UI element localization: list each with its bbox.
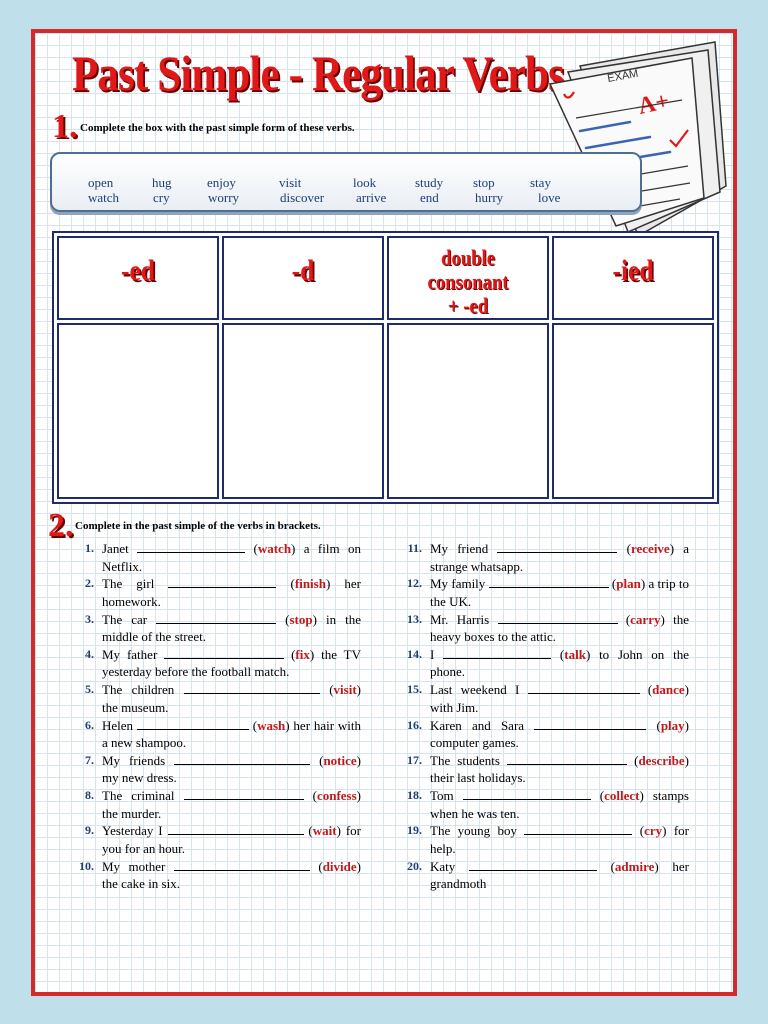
exercise-item: My family (plan) a trip to the UK. — [430, 576, 690, 609]
verb-word: worry — [208, 190, 240, 205]
exercise-rest: a trip to the UK. — [430, 576, 690, 609]
exercise-item: The children (visit) the museum. — [102, 682, 361, 715]
exercise-rest: a film on Netflix. — [102, 541, 361, 574]
exercise-item: The criminal (confess) the murder. — [102, 788, 362, 821]
exam-label: EXAM — [606, 67, 640, 85]
base-verb: describe — [638, 752, 685, 768]
exercise-rest: my new dress. — [102, 770, 177, 786]
exercise-number: 1. — [85, 541, 94, 555]
answer-cell-ed[interactable] — [57, 323, 219, 499]
answer-blank[interactable] — [443, 647, 551, 659]
header-d: -d — [291, 254, 315, 287]
verb-word: stop — [473, 175, 495, 190]
exercise-number: 3. — [85, 611, 94, 626]
answer-cell-ied[interactable] — [552, 323, 714, 499]
exercise-rest: her hair with a new shampoo. — [102, 717, 362, 750]
exercise-rest: a strange whatsapp. — [430, 541, 689, 574]
exercise-rest: their last holidays. — [430, 770, 526, 786]
verb-word: discover — [280, 190, 325, 205]
exercise-number: 20. — [407, 858, 422, 873]
verb-word: enjoy — [207, 175, 236, 190]
verb-word: watch — [88, 190, 120, 205]
exercise-item: Katy (admire) her grandmoth — [430, 858, 689, 892]
exercise-number: 12. — [407, 576, 422, 591]
answer-blank[interactable] — [528, 682, 640, 694]
exercise-subject: My father — [102, 646, 158, 662]
exercise-subject: Yesterday I — [102, 823, 163, 839]
base-verb: visit — [333, 682, 357, 698]
exercise-subject: Helen — [102, 717, 134, 733]
exercise-item: My father (fix) the TV yesterday before the football match. — [102, 646, 361, 680]
answer-cell-d[interactable] — [222, 323, 384, 499]
verb-word: look — [353, 175, 377, 190]
exercise-number: 5. — [85, 682, 94, 697]
header-plus-ed: + -ed — [447, 293, 489, 318]
exercise-subject: Janet — [102, 541, 129, 556]
exercise-subject: Mr. Harris — [430, 611, 490, 627]
exercise-number: 7. — [85, 752, 94, 767]
worksheet-title: Past Simple - Regular Verbs — [72, 45, 565, 101]
answer-blank[interactable] — [137, 541, 245, 553]
exercise-rest: her homework. — [102, 576, 361, 609]
endings-table — [52, 231, 719, 504]
answer-blank[interactable] — [497, 541, 617, 553]
header-cell-d — [222, 236, 384, 320]
exercise-item: Last weekend I (dance) with Jim. — [430, 682, 689, 715]
base-verb: talk — [564, 646, 586, 662]
exercise-subject: The students — [430, 752, 500, 768]
header-cell-double — [387, 236, 549, 320]
answer-blank[interactable] — [184, 682, 320, 694]
header-cell-ied — [552, 236, 714, 320]
answer-blank[interactable] — [534, 718, 646, 730]
exercise-number: 14. — [407, 646, 422, 661]
base-verb: wait — [312, 823, 337, 839]
answer-blank[interactable] — [168, 823, 304, 835]
exercise-item: The students (describe) their last holidays. — [430, 752, 689, 786]
verb-word: stay — [530, 175, 551, 190]
base-verb: stop — [289, 611, 313, 627]
answer-blank[interactable] — [168, 576, 276, 588]
verb-word: end — [420, 190, 439, 205]
base-verb: watch — [257, 541, 292, 556]
base-verb: collect — [604, 788, 640, 804]
exercise-rest: to John on the phone. — [430, 646, 689, 680]
base-verb: receive — [630, 541, 670, 556]
base-verb: wash — [257, 717, 286, 733]
answer-blank[interactable] — [174, 859, 310, 871]
header-double-consonant: double consonant — [427, 245, 509, 294]
verb-word: open — [88, 175, 114, 190]
exercise-subject: My friends — [102, 752, 166, 768]
exercise-item: Janet (watch) a film on Netflix. — [102, 541, 361, 574]
exercise-number: 8. — [85, 788, 94, 803]
exercise-subject: The children — [102, 682, 175, 698]
verb-word: hurry — [475, 190, 504, 205]
exercise-number: 17. — [407, 752, 422, 767]
exercise-item: My friends (notice) my new dress. — [102, 752, 361, 786]
header-ed: -ed — [121, 254, 155, 287]
exercise-subject: My friend — [430, 541, 489, 556]
verb-word: love — [538, 190, 561, 205]
header-cell-ed — [57, 236, 219, 320]
base-verb: notice — [323, 752, 357, 768]
exercise-item: Yesterday I (wait) for you for an hour. — [102, 823, 361, 856]
exercise-number: 13. — [407, 611, 422, 626]
base-verb: divide — [322, 858, 357, 874]
answer-blank[interactable] — [137, 718, 249, 730]
base-verb: plan — [616, 576, 641, 592]
exercise-subject: The criminal — [102, 788, 175, 804]
exercise-item: I (talk) to John on the phone. — [430, 646, 689, 680]
section-2-number: 2. — [48, 507, 74, 544]
exercise-rest: her grandmoth — [430, 858, 689, 892]
exercise-item: Helen (wash) her hair with a new shampoo. — [102, 717, 362, 750]
exercise-rest: the murder. — [102, 805, 162, 821]
exercise-rest: in the middle of the street. — [102, 611, 361, 645]
verb-word: cry — [153, 190, 170, 205]
exercise-rest: with Jim. — [430, 699, 479, 715]
answer-cell-double[interactable] — [387, 323, 549, 499]
verb-word: arrive — [356, 190, 387, 205]
exercise-item: Karen and Sara (play) computer games. — [430, 717, 689, 750]
section-2-instruction: Complete in the past simple of the verbs in brackets. — [75, 520, 321, 532]
exercise-subject: Tom — [430, 788, 454, 804]
exercise-item: The young boy (cry) for help. — [430, 823, 689, 856]
exercise-item: Tom (collect) stamps when he was ten. — [430, 788, 689, 821]
base-verb: admire — [614, 858, 655, 874]
exercise-subject: Last weekend I — [430, 682, 520, 698]
exercise-subject: My mother — [102, 858, 166, 874]
exercise-number: 11. — [407, 541, 422, 555]
exercise-subject: The girl — [102, 576, 155, 592]
exercise-number: 6. — [85, 717, 94, 732]
base-verb: dance — [652, 682, 685, 698]
verb-word: hug — [152, 175, 172, 190]
header-ied: -ied — [612, 254, 654, 287]
exercise-number: 16. — [407, 717, 422, 732]
answer-blank[interactable] — [463, 788, 591, 800]
answer-blank[interactable] — [174, 753, 310, 765]
base-verb: confess — [316, 788, 357, 804]
exercise-number: 18. — [407, 788, 422, 803]
exercise-item: The car (stop) in the middle of the street. — [102, 611, 361, 645]
exercise-rest: stamps when he was ten. — [430, 788, 689, 821]
grade-mark: A+ — [635, 87, 672, 120]
base-verb: cry — [644, 823, 663, 839]
exercise-subject: Karen and Sara — [430, 717, 525, 733]
answer-blank[interactable] — [498, 612, 618, 624]
exercise-rest: the heavy boxes to the attic. — [430, 611, 689, 645]
exercise-number: 15. — [407, 682, 422, 697]
base-verb: fix — [295, 646, 310, 662]
base-verb: finish — [294, 576, 326, 592]
answer-blank[interactable] — [469, 859, 597, 871]
exercise-rest: the cake in six. — [102, 876, 180, 892]
answer-blank[interactable] — [507, 753, 627, 765]
section-1-instruction: Complete the box with the past simple form of these verbs. — [80, 122, 355, 134]
exercise-rest: the museum. — [102, 699, 169, 715]
exercise-subject: The car — [102, 611, 148, 627]
exercise-number: 9. — [85, 823, 94, 838]
verb-word: study — [415, 175, 444, 190]
exercise-rest: the TV yesterday before the football match. — [102, 646, 361, 680]
exercise-item: Mr. Harris (carry) the heavy boxes to the attic. — [430, 611, 689, 645]
section-1-number: 1. — [52, 108, 78, 145]
exercise-rest: for you for an hour. — [102, 823, 361, 856]
answer-blank[interactable] — [524, 823, 632, 835]
answer-blank[interactable] — [489, 576, 609, 588]
verb-word: visit — [279, 175, 302, 190]
exercise-rest: for help. — [430, 823, 689, 856]
exercise-subject: The young boy — [430, 823, 517, 839]
exercise-number: 2. — [85, 576, 94, 591]
exercise-subject: Katy — [430, 858, 456, 874]
exercise-number: 10. — [79, 858, 94, 873]
base-verb: play — [660, 717, 685, 733]
exercise-item: My mother (divide) the cake in six. — [102, 858, 361, 892]
answer-blank[interactable] — [156, 612, 276, 624]
exercise-item: My friend (receive) a strange whatsapp. — [430, 541, 689, 574]
exercise-rest: computer games. — [430, 735, 519, 750]
exercise-subject: I — [430, 646, 435, 662]
exercise-number: 19. — [407, 823, 422, 838]
exercise-number: 4. — [85, 646, 94, 661]
answer-blank[interactable] — [184, 788, 304, 800]
base-verb: carry — [630, 611, 661, 627]
exercise-item: The girl (finish) her homework. — [102, 576, 361, 609]
exercise-subject: My family — [430, 576, 486, 592]
answer-blank[interactable] — [164, 647, 284, 659]
